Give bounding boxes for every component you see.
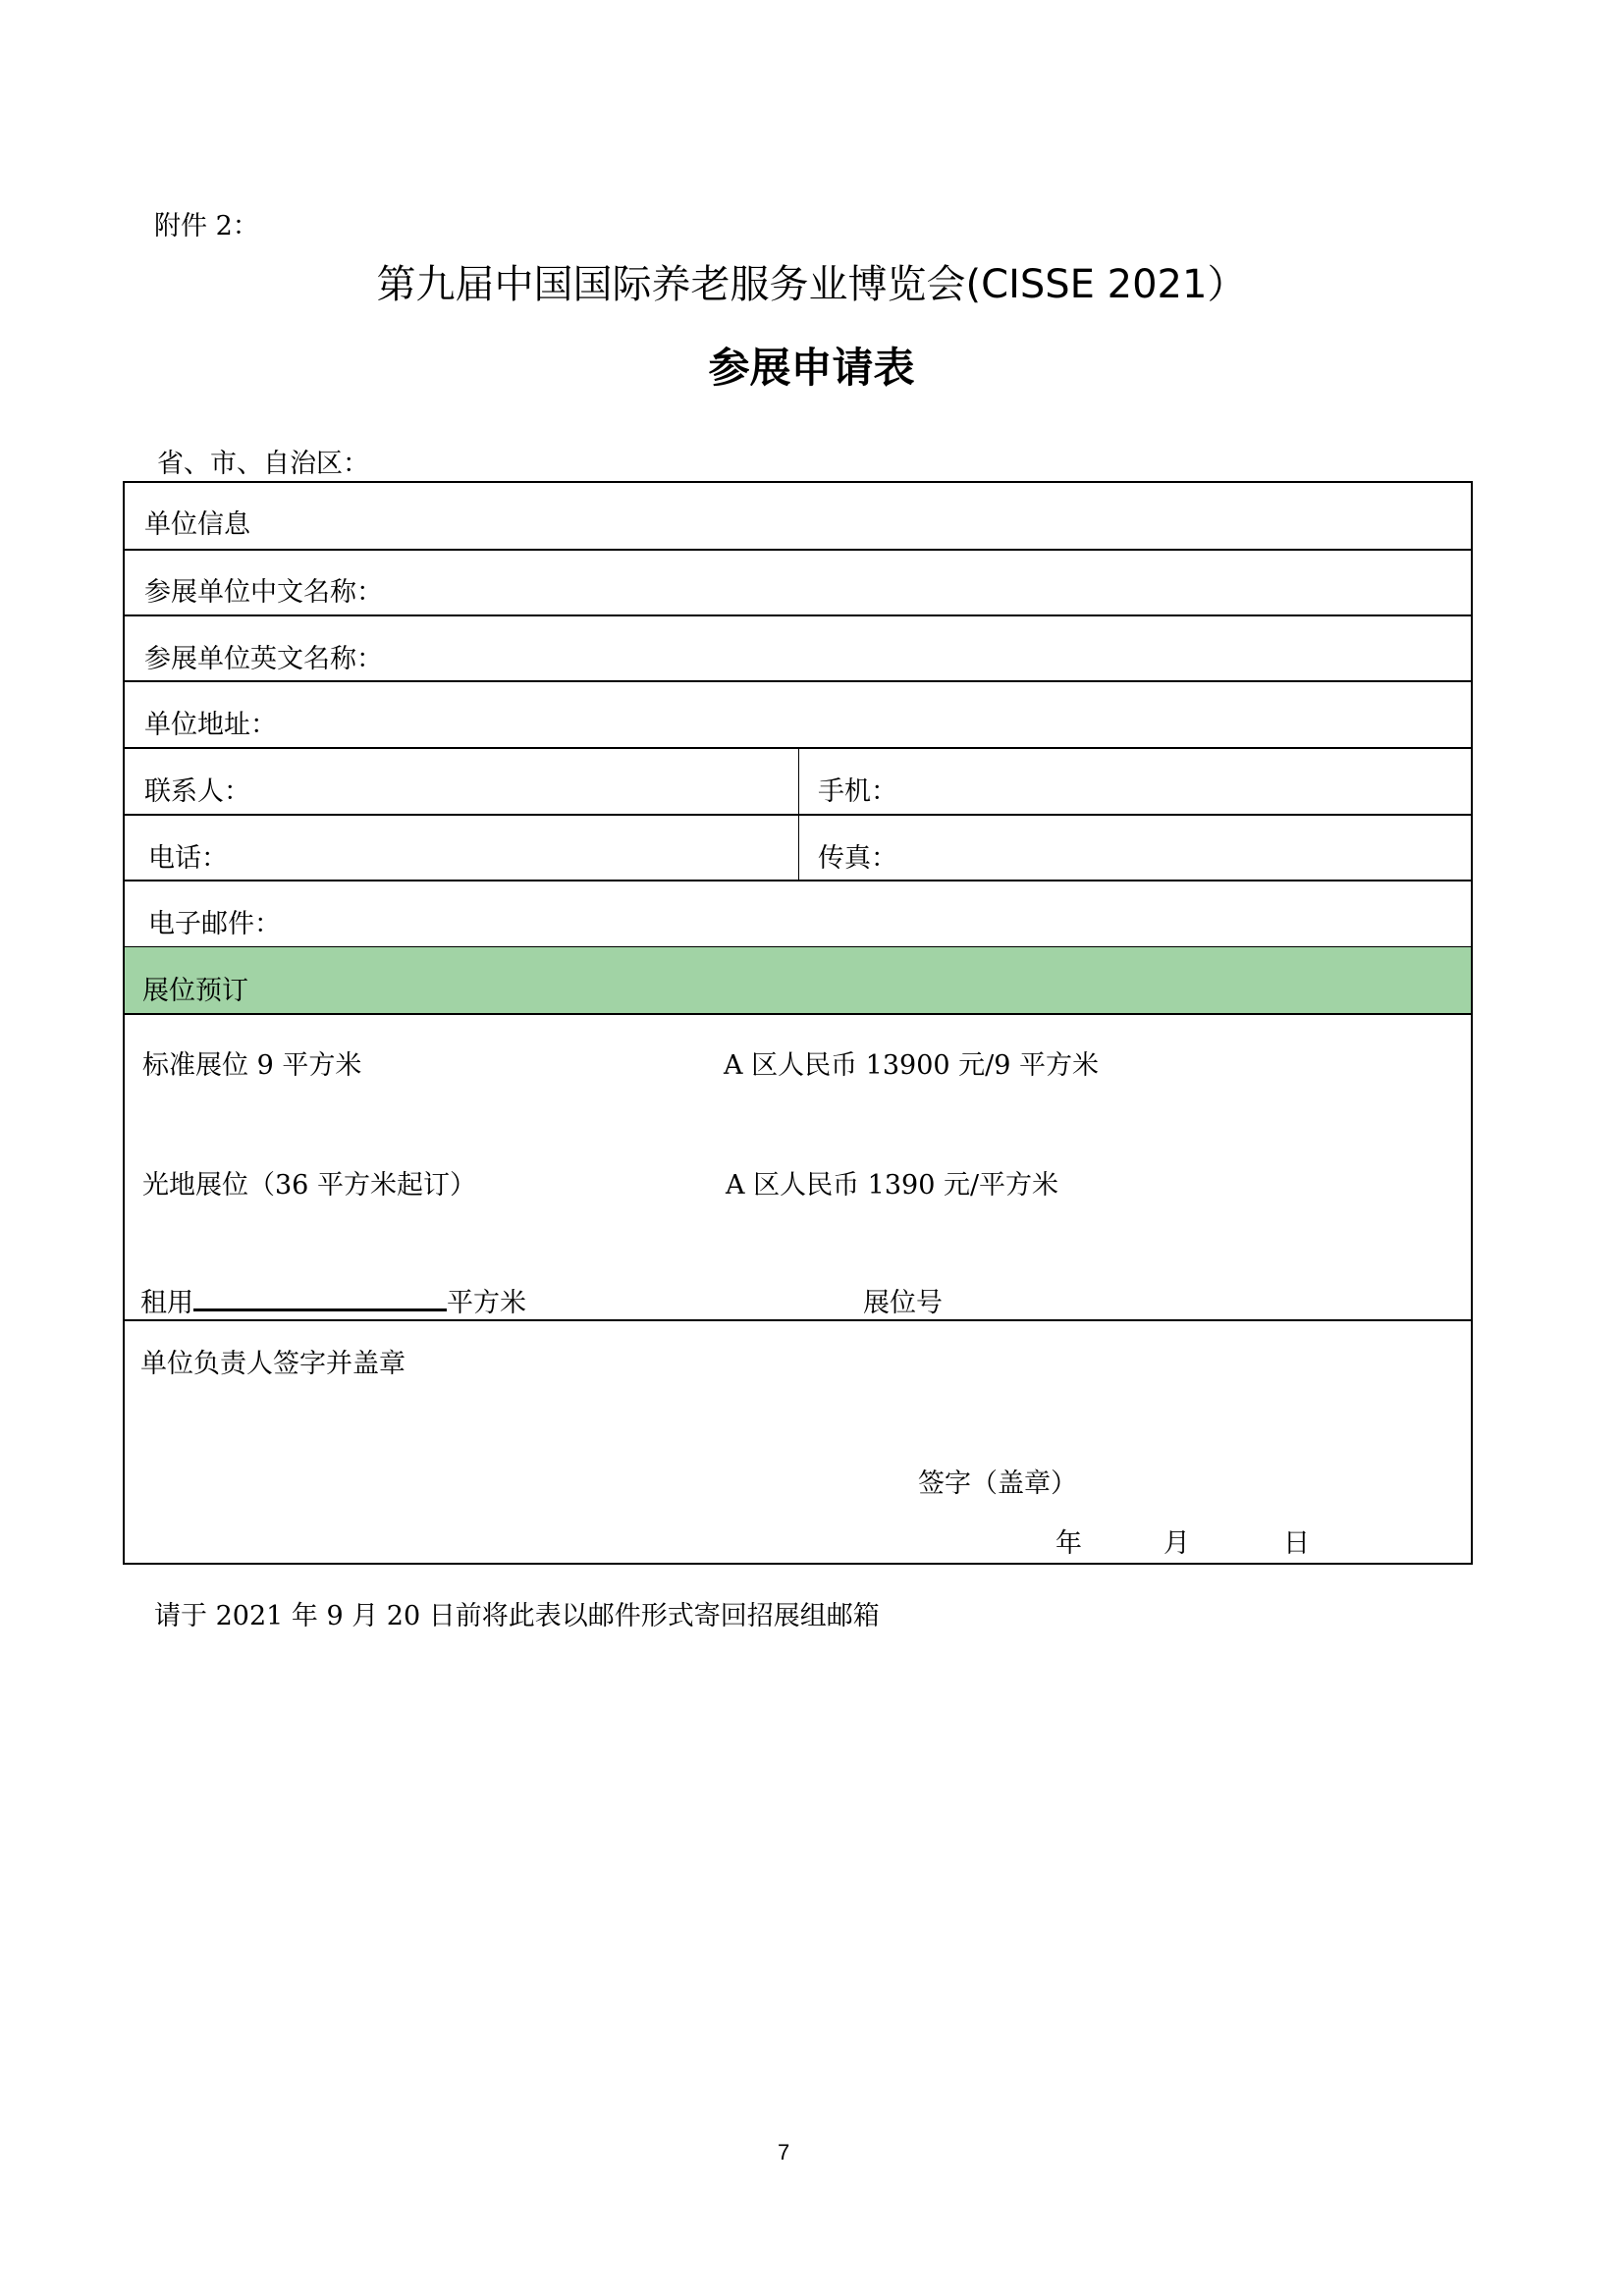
fax-label[interactable]: 传真： xyxy=(818,843,897,874)
row-phone xyxy=(125,815,1471,881)
date-day[interactable]: 日 xyxy=(1283,1528,1310,1559)
mobile-label[interactable]: 手机： xyxy=(818,776,897,807)
attachment-label: 附件 2： xyxy=(154,211,259,241)
application-form-table xyxy=(123,481,1473,1565)
row-booth-options xyxy=(125,1014,1471,1321)
booth-raw-price: A 区人民币 1390 元/平方米 xyxy=(726,1170,1059,1201)
column-divider xyxy=(798,748,799,814)
rent-area-field[interactable] xyxy=(193,1287,447,1311)
row-address[interactable] xyxy=(125,681,1471,749)
rent-prefix: 租用 xyxy=(140,1288,193,1318)
column-divider xyxy=(798,815,799,880)
email-label: 电子邮件： xyxy=(148,909,281,939)
date-month[interactable]: 月 xyxy=(1163,1528,1190,1559)
section-unit-info: 单位信息 xyxy=(144,509,250,540)
section-booth: 展位预订 xyxy=(142,976,248,1006)
address-label: 单位地址： xyxy=(144,710,277,740)
row-booth-header xyxy=(125,947,1471,1015)
phone-label[interactable]: 电话： xyxy=(148,843,228,874)
rent-suffix: 平方米 xyxy=(447,1288,526,1318)
booth-raw: 光地展位（36 平方米起订） xyxy=(142,1170,476,1201)
booth-number-label[interactable]: 展位号 xyxy=(863,1288,943,1318)
row-cn-name[interactable] xyxy=(125,549,1471,616)
rent-area-line xyxy=(140,1281,526,1319)
contact-label[interactable]: 联系人： xyxy=(144,776,250,807)
row-contact xyxy=(125,748,1471,816)
en-name-label: 参展单位英文名称： xyxy=(144,644,383,674)
booth-standard-price: A 区人民币 13900 元/9 平方米 xyxy=(724,1050,1099,1081)
row-en-name[interactable] xyxy=(125,615,1471,682)
date-year[interactable]: 年 xyxy=(1055,1528,1082,1559)
booth-standard: 标准展位 9 平方米 xyxy=(142,1050,362,1081)
row-signature xyxy=(125,1320,1471,1567)
region-label: 省、市、自治区： xyxy=(157,449,369,479)
row-unit-info xyxy=(125,483,1471,551)
document-title: 第九届中国国际养老服务业博览会(CISSE 2021） xyxy=(376,262,1247,307)
cn-name-label: 参展单位中文名称： xyxy=(144,577,383,608)
signature-section-label: 单位负责人签字并盖章 xyxy=(140,1349,406,1379)
page-number: 7 xyxy=(778,2140,790,2164)
row-email[interactable] xyxy=(125,881,1471,948)
document-subtitle: 参展申请表 xyxy=(708,344,915,392)
footer-note: 请于 2021 年 9 月 20 日前将此表以邮件形式寄回招展组邮箱 xyxy=(154,1601,880,1631)
signature-stamp-label[interactable]: 签字（盖章） xyxy=(918,1468,1077,1499)
